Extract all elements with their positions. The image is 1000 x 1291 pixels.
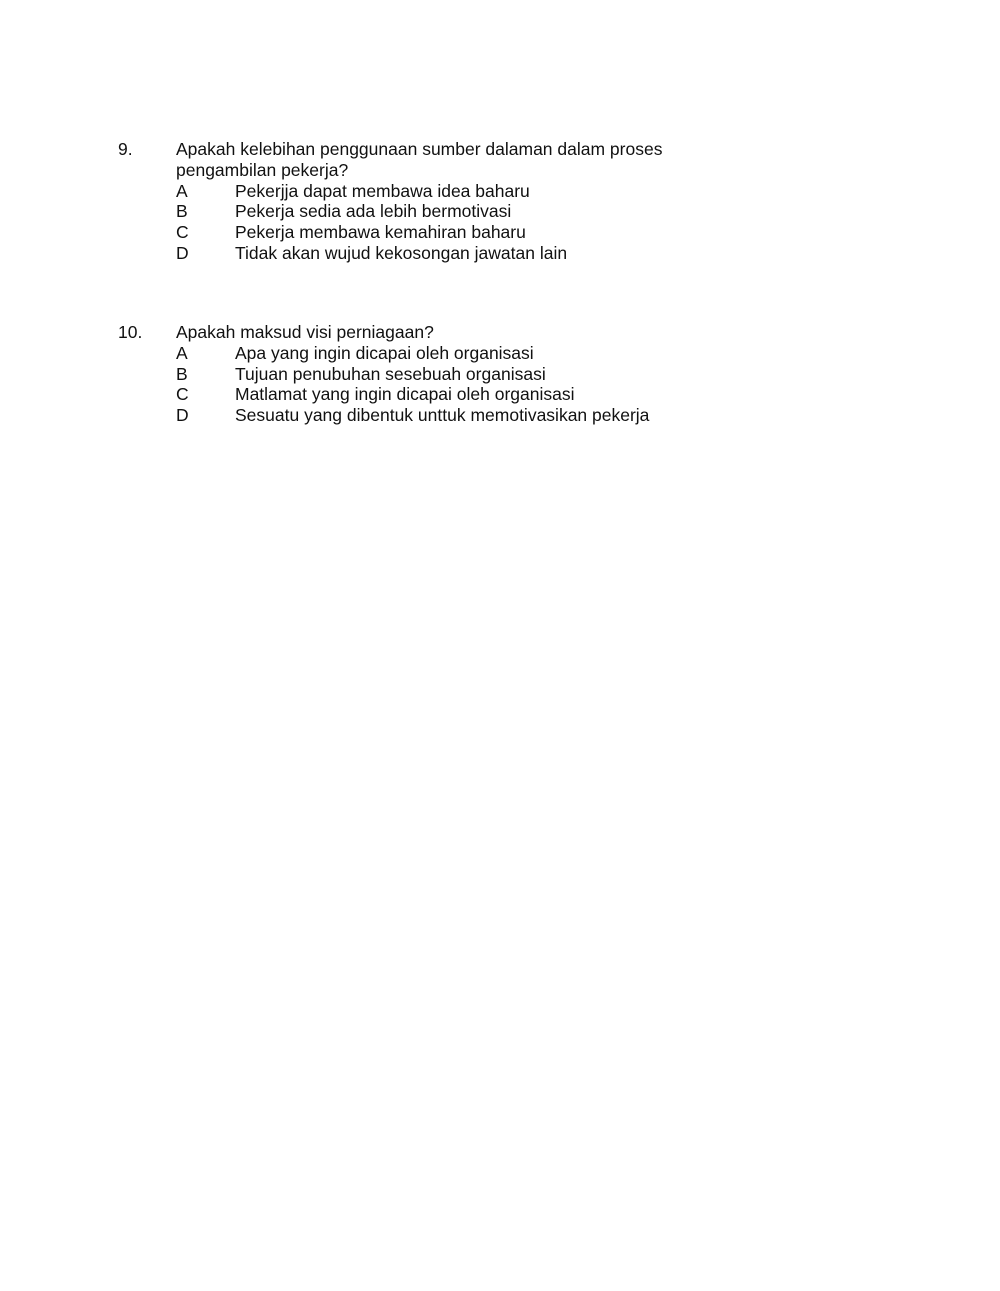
option-letter: B xyxy=(176,363,188,384)
question-number: 10. xyxy=(118,322,143,342)
option-b[interactable] xyxy=(176,201,818,222)
question-stem xyxy=(118,322,818,343)
option-text: Sesuatu yang dibentuk unttuk memotivasikan pekerja xyxy=(235,405,650,426)
option-letter: B xyxy=(176,201,188,222)
option-text: Tujuan penubuhan sesebuah organisasi xyxy=(235,363,546,384)
option-d[interactable] xyxy=(176,405,818,426)
question-text: Apakah kelebihan penggunaan sumber dalaman dalam proses pengambilan pekerja? xyxy=(176,139,663,180)
option-d[interactable] xyxy=(176,243,818,264)
option-letter: D xyxy=(176,405,189,426)
question-text: Apakah maksud visi perniagaan? xyxy=(176,322,434,342)
option-letter: A xyxy=(176,342,188,363)
option-letter: C xyxy=(176,222,189,243)
option-text: Matlamat yang ingin dicapai oleh organisasi xyxy=(235,384,575,405)
question-10 xyxy=(118,322,818,426)
option-a[interactable] xyxy=(176,181,818,202)
option-text: Pekerja membawa kemahiran baharu xyxy=(235,222,526,243)
option-list xyxy=(176,343,818,426)
option-text: Pekerjja dapat membawa idea baharu xyxy=(235,180,530,201)
question-stem xyxy=(118,139,818,181)
option-c[interactable] xyxy=(176,222,818,243)
option-b[interactable] xyxy=(176,364,818,385)
option-letter: D xyxy=(176,242,189,263)
option-a[interactable] xyxy=(176,343,818,364)
option-c[interactable] xyxy=(176,384,818,405)
option-letter: C xyxy=(176,384,189,405)
option-text: Pekerja sedia ada lebih bermotivasi xyxy=(235,201,512,222)
option-list xyxy=(176,181,818,264)
option-text: Apa yang ingin dicapai oleh organisasi xyxy=(235,342,534,363)
option-text: Tidak akan wujud kekosongan jawatan lain xyxy=(235,242,568,263)
option-letter: A xyxy=(176,180,188,201)
question-9 xyxy=(118,139,818,264)
question-number: 9. xyxy=(118,139,133,159)
